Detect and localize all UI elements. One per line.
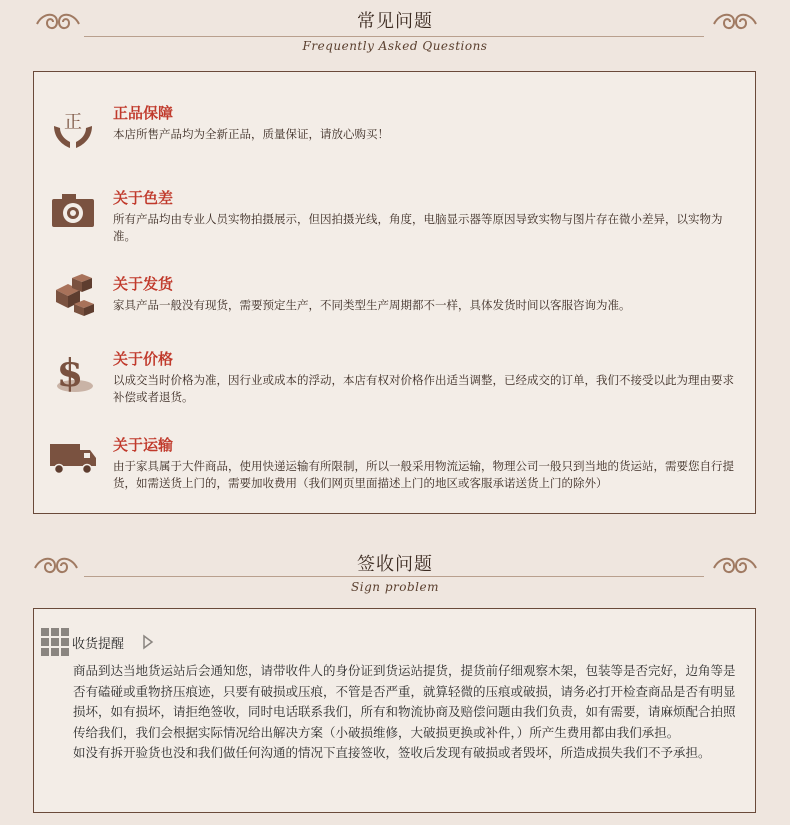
sign-subtitle: Sign problem [351, 580, 439, 594]
svg-text:正: 正 [64, 112, 82, 133]
faq-item-color [34, 187, 755, 257]
sign-title: 签收问题 [357, 554, 433, 575]
faq-item-title: 关于价格 [113, 350, 174, 368]
faq-item-text: 家具产品一般没有现货，需要预定生产，不同类型生产周期都不一样，具体发货时间以客服咨询为准。 [113, 298, 631, 312]
faq-subtitle: Frequently Asked Questions [302, 39, 488, 53]
svg-text:$: $ [56, 350, 84, 395]
faq-item-title: 关于发货 [113, 275, 174, 293]
faq-item-title: 关于色差 [113, 189, 174, 207]
notice-body [73, 661, 743, 764]
faq-item-text: 所有产品均由专业人员实物拍摄展示，但因拍摄光线，角度，电脑显示器等原因导致实物与图片存在微小差异，以实物为准。 [113, 212, 723, 243]
faq-item-price [34, 348, 755, 418]
notice-paragraph: 如没有拆开验货也没和我们做任何沟通的情况下直接签收，签收后发现有破损或者毁坏，所造成损失我们不予承担。 [73, 745, 711, 760]
faq-item-authentic [34, 102, 755, 172]
camera-icon [48, 187, 98, 237]
notice-label: 收货提醒 [72, 637, 125, 652]
notice-header [40, 627, 240, 657]
faq-item-text: 由于家具属于大件商品，使用快递运输有所限制，所以一般采用物流运输，物理公司一般只到当地的货运站，需要您自行提货，如需送货上门的，需要加收费用（我们网页里面描述上门的地区或客服承诺送货上门的除外） [113, 459, 734, 490]
faq-item-shipping [34, 273, 755, 343]
faq-item-text: 本店所售产品均为全新正品，质量保证，请放心购买！ [113, 127, 389, 141]
faq-item-transport [34, 434, 755, 504]
faq-item-title: 关于运输 [113, 436, 174, 454]
boxes-icon [48, 270, 98, 320]
notice-paragraph: 商品到达当地货运站后会通知您，请带收件人的身份证到货运站提货，提货前仔细观察木架，包装等是否完好，边角等是否有磕碰或重物挤压痕迹，只要有破损或压痕，不管是否严重，就算轻微的压痕或破损，请务必打开检查商品是否有明显损坏，如有损坏，请拒绝签收，同时电话联系我们，所有和物流协商及赔偿问题由我们负责，如有需要，请麻烦配合拍照传给我们，我们会根据实际情况给出解决方案（小破损维修，大破损更换或补件，）所产生费用都由我们承担。 [73, 663, 736, 740]
right-flourish-icon [712, 554, 758, 578]
faq-item-title: 正品保障 [113, 104, 174, 122]
faq-box [33, 71, 756, 514]
faq-title: 常见问题 [357, 11, 433, 32]
dollar-icon [48, 348, 98, 398]
authentic-hands-icon [48, 104, 98, 154]
truck-icon [48, 432, 98, 482]
faq-item-text: 以成交当时价格为准，因行业或成本的浮动，本店有权对价格作出适当调整，已经成交的订单，我们不接受以此为理由要求补偿或者退货。 [113, 373, 734, 404]
faq-section-header [0, 0, 790, 60]
play-arrow-icon [142, 634, 154, 650]
right-flourish-icon [712, 10, 758, 34]
grid-icon [40, 627, 70, 657]
sign-section-header [0, 544, 790, 604]
sign-box [33, 608, 756, 813]
